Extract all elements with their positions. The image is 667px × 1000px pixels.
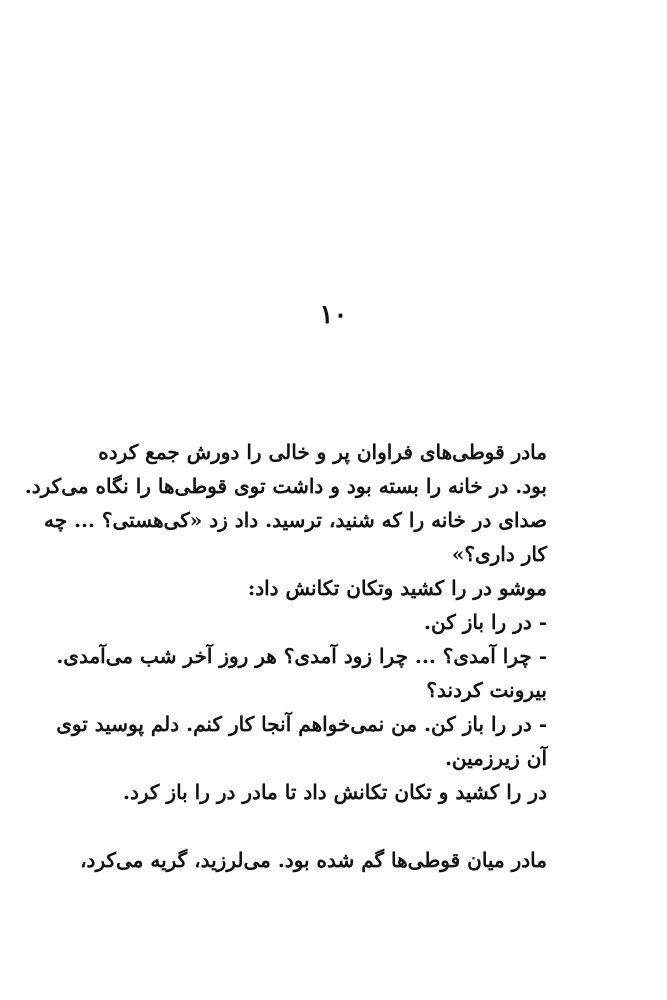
chapter-body <box>24 435 547 877</box>
chapter-number: ۱۰ <box>319 300 348 330</box>
dialogue-line: - در را باز کن. من نمی‌خواهم آنجا کار کنم. دلم پوسید توی <box>56 712 547 736</box>
text-line: موشو در را کشید وتکان تکانش داد: <box>247 576 547 600</box>
text-line: مادر قوطی‌های فراوان پر و خالی را دورش جمع کرده <box>98 440 547 464</box>
text-line: در را کشید و تکان تکانش داد تا مادر در را باز کرد. <box>123 780 547 804</box>
text-line: صدای در خانه را که شنید، ترسید. داد زد «کی‌هستی؟ ... چه <box>44 508 547 532</box>
dialogue-line: - در را باز کن. <box>424 610 547 634</box>
text-line: مادر میان قوطی‌ها گم شده بود. می‌لرزید، گریه می‌کرد، <box>80 848 547 872</box>
text-line: بود. در خانه را بسته بود و داشت توی قوطی‌ها را نگاه می‌کرد. <box>24 474 547 498</box>
text-line: آن زیرزمین. <box>444 746 547 770</box>
text-line: کار داری؟» <box>451 542 547 566</box>
paragraph-gap <box>85 809 547 843</box>
text-line: بیرونت کردند؟ <box>426 678 547 702</box>
dialogue-line: - چرا آمدی؟ ... چرا زود آمدی؟ هر روز آخر شب می‌آمدی. <box>56 644 547 668</box>
